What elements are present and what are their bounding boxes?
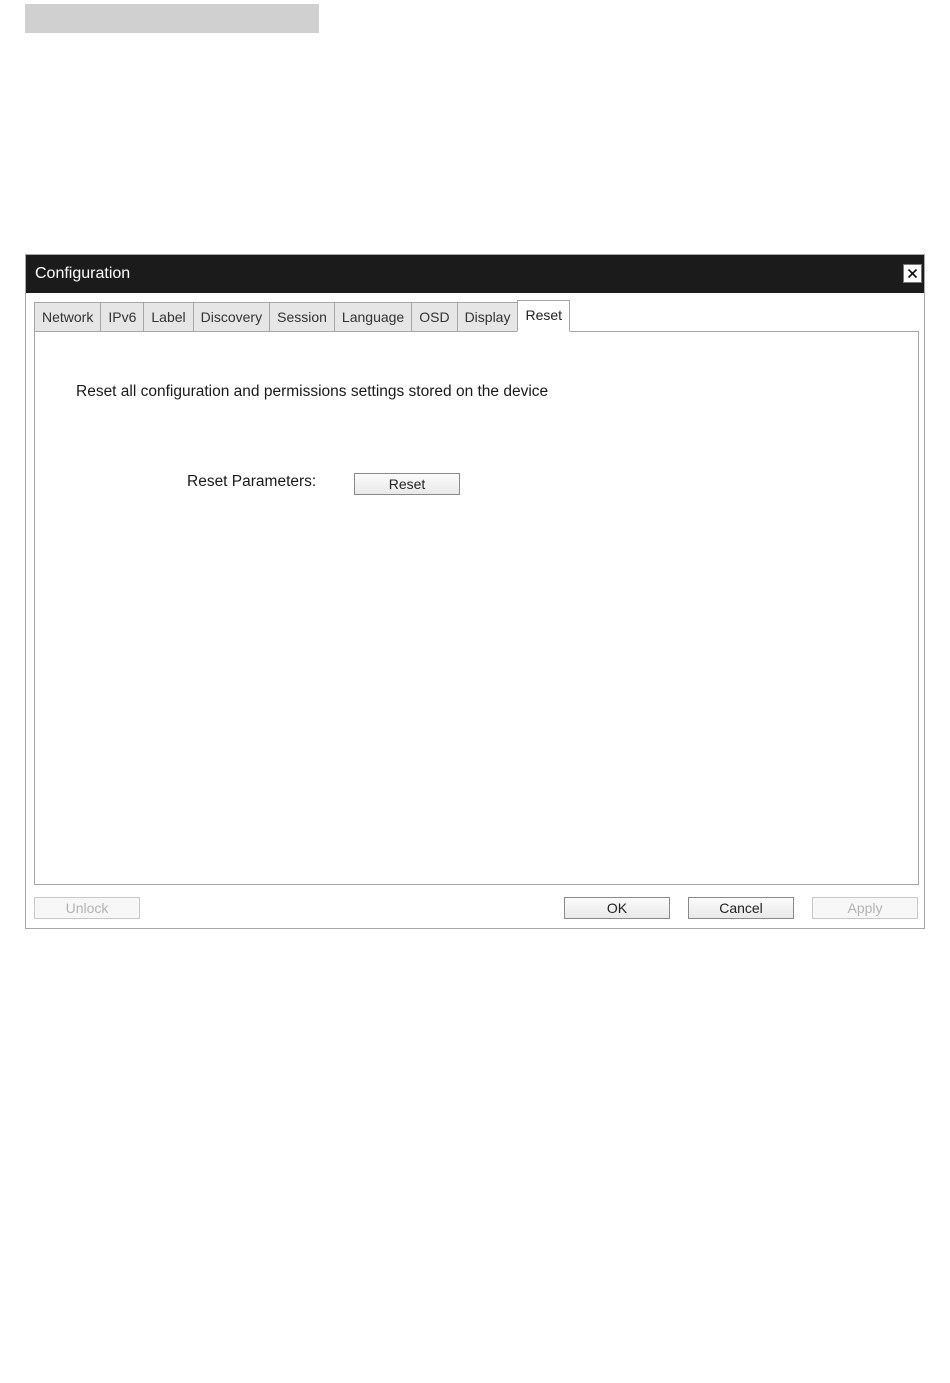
reset-parameters-label: Reset Parameters:: [187, 473, 317, 490]
tab-session[interactable]: Session: [269, 302, 334, 332]
close-button[interactable]: [903, 264, 922, 283]
dialog-title: Configuration: [35, 265, 131, 282]
apply-button[interactable]: Apply: [812, 897, 918, 919]
ok-button[interactable]: OK: [564, 897, 670, 919]
unlock-button[interactable]: Unlock: [34, 897, 140, 919]
header-placeholder-bar: [25, 4, 319, 33]
reset-button[interactable]: Reset: [354, 473, 460, 495]
tab-network[interactable]: Network: [34, 302, 100, 332]
tab-bar: [34, 301, 570, 332]
tab-discovery[interactable]: Discovery: [193, 302, 269, 332]
reset-panel: [34, 331, 919, 885]
reset-description: Reset all configuration and permissions settings stored on the device: [76, 383, 549, 400]
close-icon: [904, 265, 921, 282]
tab-reset[interactable]: Reset: [517, 300, 570, 332]
cancel-button[interactable]: Cancel: [688, 897, 794, 919]
tab-display[interactable]: Display: [457, 302, 518, 332]
tab-label[interactable]: Label: [143, 302, 192, 332]
tab-language[interactable]: Language: [334, 302, 411, 332]
dialog-titlebar: [26, 255, 924, 293]
tab-ipv6[interactable]: IPv6: [100, 302, 143, 332]
tab-osd[interactable]: OSD: [411, 302, 456, 332]
configuration-dialog: [25, 254, 925, 929]
